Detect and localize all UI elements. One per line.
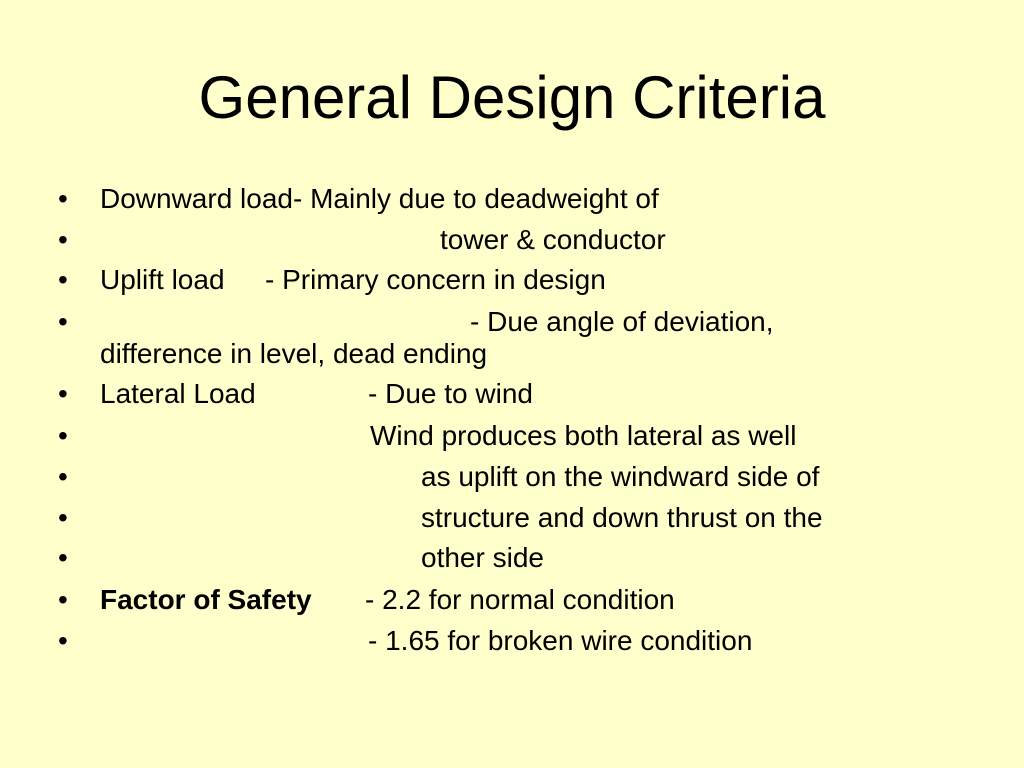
bullet-text: Wind produces both lateral as well	[370, 420, 797, 451]
bullet-text: tower & conductor	[440, 224, 666, 255]
slide-title: General Design Criteria	[198, 64, 826, 131]
bullet-text: - 1.65 for broken wire condition	[368, 625, 753, 656]
bullet-text: - Due to wind	[368, 378, 533, 409]
bullet-term: Lateral Load	[100, 378, 256, 409]
bullet-icon: •	[58, 183, 68, 214]
bullet-term: Uplift load	[100, 264, 225, 295]
bullet-text: - 2.2 for normal condition	[365, 584, 675, 615]
bullet-text: structure and down thrust on the	[421, 502, 823, 533]
bullet-term-bold: Factor of Safety	[100, 584, 312, 615]
bullet-text-continued: difference in level, dead ending	[100, 338, 488, 369]
bullet-icon: •	[58, 224, 68, 255]
bullet-icon: •	[58, 378, 68, 409]
bullet-icon: •	[58, 542, 68, 573]
bullet-text: other side	[421, 542, 544, 573]
bullet-icon: •	[58, 420, 68, 451]
bullet-text: - Due angle of deviation,	[470, 306, 774, 337]
bullet-icon: •	[58, 625, 68, 656]
bullet-icon: •	[58, 584, 68, 615]
bullet-icon: •	[58, 502, 68, 533]
bullet-text: - Primary concern in design	[265, 264, 606, 295]
bullet-text: Downward load- Mainly due to deadweight of	[100, 183, 659, 214]
bullet-icon: •	[58, 306, 68, 337]
bullet-icon: •	[58, 461, 68, 492]
bullet-text: as uplift on the windward side of	[421, 461, 820, 492]
bullet-icon: •	[58, 264, 68, 295]
